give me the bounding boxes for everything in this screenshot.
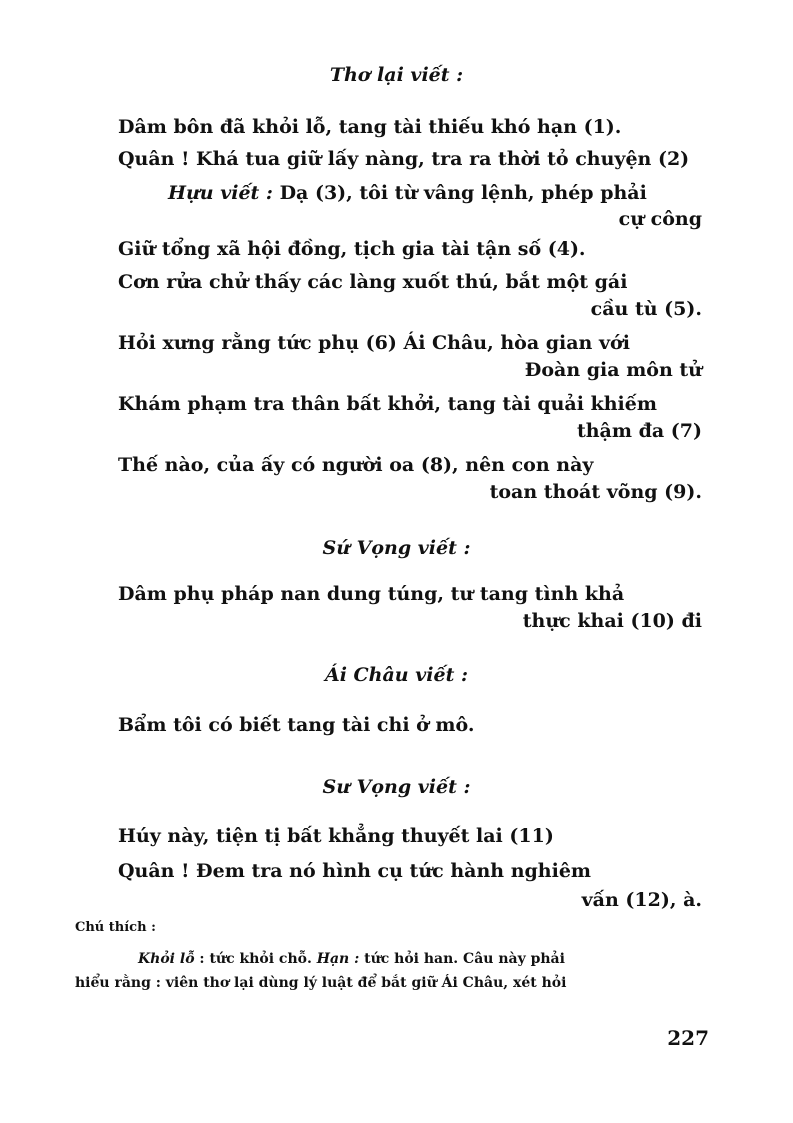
- verse-line-1: Dâm bôn đã khỏi lỗ, tang tài thiếu khó hạn (1).: [118, 116, 622, 138]
- verse-line-2: Quân ! Khá tua giữ lấy nàng, tra ra thời tỏ chuyện (2): [118, 148, 690, 170]
- footnote-line-2: hiểu rằng : viên thơ lại dùng lý luật để bắt giữ Ái Châu, xét hỏi: [75, 975, 567, 991]
- verse-line-10: Bẩm tôi có biết tang tài chi ở mô.: [118, 714, 475, 736]
- verse-line-3: [168, 182, 702, 204]
- verse-line-8: Thế nào, của ấy có người oa (8), nên con này: [118, 454, 594, 476]
- heading-ai-chau: Ái Châu viết :: [324, 664, 468, 686]
- verse-line-11: Húy này, tiện tị bất khẳng thuyết lai (11): [118, 825, 554, 847]
- verse-line-6: Hỏi xưng rằng tức phụ (6) Ái Châu, hòa gian với: [118, 332, 630, 354]
- verse-line-3-text: Dạ (3), tôi từ vâng lệnh, phép phải: [272, 182, 647, 204]
- verse-line-12: Quân ! Đem tra nó hình cụ tức hành nghiêm: [118, 860, 592, 882]
- verse-line-9: Dâm phụ pháp nan dung túng, tư tang tình khả: [118, 583, 625, 605]
- footnote-def-2: tức hỏi han. Câu này phải: [359, 951, 565, 967]
- verse-line-7: Khám phạm tra thân bất khởi, tang tài quải khiếm: [118, 393, 657, 415]
- footnote-def-1: : tức khỏi chỗ.: [194, 951, 317, 967]
- footnote-term-2: Hạn :: [316, 951, 360, 967]
- footnote-line-1: [138, 951, 711, 967]
- speaker-huu: Hựu viết :: [168, 182, 273, 204]
- verse-line-12-cont: vấn (12), à.: [581, 889, 702, 911]
- footnote-term-1: Khỏi lỗ: [138, 951, 195, 967]
- verse-line-5: Cơn rửa chử thấy các làng xuốt thú, bắt một gái: [118, 271, 628, 293]
- verse-line-5-cont: cầu tù (5).: [590, 298, 702, 320]
- verse-line-8-cont: toan thoát võng (9).: [489, 481, 702, 503]
- heading-tho-lai: Thơ lại viết :: [329, 64, 464, 86]
- footnote-title: Chú thích :: [75, 920, 156, 935]
- verse-line-4: Giữ tổng xã hội đồng, tịch gia tài tận số (4).: [118, 238, 586, 260]
- verse-line-6-cont: Đoàn gia môn tử: [524, 359, 702, 381]
- verse-line-3-cont: cự công: [618, 208, 702, 230]
- heading-su-vong-1: Sứ Vọng viết :: [322, 537, 471, 559]
- verse-line-7-cont: thậm đa (7): [576, 420, 702, 442]
- heading-su-vong-2: Sư Vọng viết :: [322, 776, 471, 798]
- page-number: 227: [667, 1026, 709, 1050]
- verse-line-9-cont: thực khai (10) đi: [522, 610, 702, 632]
